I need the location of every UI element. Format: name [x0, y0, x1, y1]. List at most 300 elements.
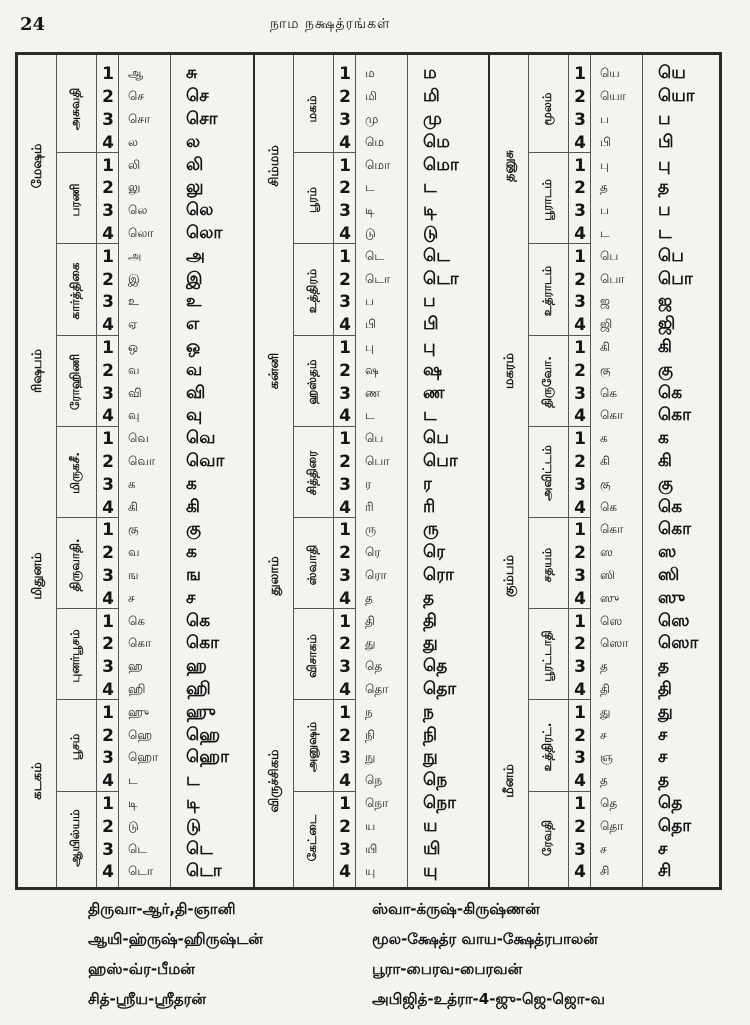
table-section [18, 55, 253, 887]
pada-number: 3 [102, 474, 114, 495]
footer-right-line: மூல-க்ஷேத்ர வாய-க்ஷேத்ரபாலன் [372, 930, 598, 948]
footer-right-line: பூரா-பைரவ-பைரவன் [372, 960, 523, 978]
name-letter: ச [658, 747, 668, 768]
name-letter: வ [186, 359, 203, 380]
pada-number: 3 [339, 839, 351, 860]
name-letter: பொ [658, 268, 693, 289]
pada-number: 3 [339, 566, 351, 586]
pada-number: 3 [574, 292, 586, 313]
name-letter: மெ [423, 131, 450, 152]
pada-number: 1 [339, 338, 351, 358]
pada-number: 2 [102, 360, 114, 381]
pada-number: 2 [574, 178, 586, 199]
name-letter: மொ [423, 154, 459, 175]
pada-syllable: லு [128, 180, 141, 195]
pada-syllable: வ [128, 362, 140, 377]
pada-number: 2 [574, 452, 586, 472]
star-label: புனர்பூசம் [68, 629, 82, 683]
pada-number: 3 [102, 292, 114, 313]
pada-syllable: ட [600, 226, 610, 240]
pada-number: 2 [102, 178, 114, 199]
pada-syllable: யொ [600, 89, 626, 104]
pada-syllable: டு [128, 818, 139, 833]
name-letter: த [658, 177, 670, 198]
pada-syllable: பெ [365, 431, 384, 446]
pada-number: 2 [102, 452, 114, 472]
pada-syllable: து [600, 704, 611, 719]
table-section [488, 55, 725, 887]
pada-number: 3 [339, 110, 351, 130]
pada-number: 2 [102, 634, 114, 655]
rasi-label: ரிஷபம் [30, 348, 45, 393]
star-label: பூசம் [68, 733, 82, 761]
name-letter: ஜ [658, 291, 673, 312]
star-label: பூராடம் [540, 178, 554, 221]
footer-left-line: ஆயி-ஹ்ருஷ்-ஹிருஷ்டன் [88, 930, 263, 948]
name-letter: உ [186, 291, 202, 312]
name-letter: ஹு [186, 701, 216, 722]
star-label: உத்திரட். [540, 722, 554, 772]
pada-syllable: ஹொ [128, 750, 159, 765]
name-letter: வி [186, 382, 206, 403]
pada-syllable: த [600, 773, 608, 788]
pada-number: 3 [102, 201, 114, 222]
pada-syllable: ச [600, 841, 607, 856]
name-letter: த [423, 587, 435, 608]
pada-number: 4 [574, 771, 586, 792]
pada-syllable: பி [365, 317, 376, 332]
name-letter: மி [423, 86, 440, 107]
star-label: மிருகசீ. [68, 452, 82, 495]
column-divider [407, 55, 408, 887]
name-letter: ம [423, 63, 437, 84]
pada-number: 4 [102, 588, 114, 609]
star-label: அசுவதி [68, 87, 82, 130]
pada-syllable: வி [128, 385, 142, 400]
page-number: 24 [20, 14, 46, 35]
name-letter: ட [423, 405, 437, 426]
pada-syllable: தொ [365, 682, 389, 696]
name-letter: லி [186, 154, 204, 175]
name-letter: நொ [423, 793, 457, 813]
name-letter: ச [658, 724, 668, 745]
name-letter: கி [658, 337, 672, 357]
name-letter: கி [186, 496, 200, 517]
star-label: மகம் [305, 95, 319, 123]
name-letter: டு [186, 815, 202, 836]
pada-number: 1 [574, 702, 586, 723]
pada-syllable: ஸெ [600, 613, 623, 628]
pada-syllable: கொ [600, 408, 624, 423]
name-letter: டி [186, 793, 200, 813]
pada-syllable: லி [128, 157, 141, 172]
pada-number: 3 [102, 566, 114, 586]
name-letter: யெ [658, 63, 686, 84]
pada-syllable: டொ [365, 271, 391, 286]
pada-syllable: பு [600, 157, 609, 172]
name-letter: வொ [186, 451, 225, 471]
pada-number: 2 [339, 452, 351, 472]
name-letter: தி [658, 679, 672, 699]
name-letter: பெ [658, 245, 684, 266]
pada-number: 3 [102, 748, 114, 769]
pada-syllable: ந [365, 704, 373, 719]
pada-syllable: உ [128, 294, 139, 309]
pada-syllable: கு [600, 362, 611, 377]
star-label: பூரம் [305, 186, 319, 213]
name-letter: ஜி [658, 314, 676, 335]
pada-syllable: ப [600, 203, 609, 218]
name-letter: டி [423, 200, 437, 221]
pada-number: 3 [574, 748, 586, 769]
pada-syllable: ஹ [128, 659, 143, 674]
star-label: கார்த்திகை [68, 262, 82, 320]
pada-number: 3 [574, 201, 586, 222]
pada-number: 4 [339, 315, 351, 336]
name-letter: பொ [423, 451, 458, 471]
pada-syllable: செ [128, 89, 144, 104]
name-letter: ரு [423, 519, 439, 540]
star-label: ஹஸ்தம் [305, 359, 319, 405]
name-letter: பு [423, 337, 436, 357]
pada-syllable: வு [128, 408, 140, 423]
name-letter: ஹெ [186, 724, 221, 745]
name-letter: ரெ [423, 542, 446, 563]
pada-syllable: வொ [128, 454, 156, 468]
pada-number: 3 [339, 383, 351, 404]
pada-number: 4 [574, 497, 586, 518]
name-letter: து [658, 701, 673, 722]
name-letter: ச [658, 838, 668, 859]
pada-syllable: த [600, 180, 608, 195]
pada-number: 3 [574, 566, 586, 586]
pada-syllable: ர [365, 476, 372, 491]
star-label: உத்திரம் [305, 268, 319, 314]
footer-left-line: சித்-ஸ்ரீய-ஸ்ரீதரன் [88, 990, 206, 1008]
pada-number: 4 [102, 406, 114, 427]
pada-number: 2 [574, 725, 586, 746]
pada-syllable: கு [128, 522, 139, 537]
column-divider [56, 55, 57, 887]
pada-syllable: யி [365, 841, 378, 856]
pada-number: 1 [339, 702, 351, 723]
name-letter: டெ [423, 245, 450, 266]
name-letter: தொ [423, 679, 457, 699]
rasi-label: மிதுனம் [30, 552, 45, 600]
pada-number: 2 [102, 816, 114, 837]
pada-number: 3 [339, 474, 351, 495]
pada-number: 4 [102, 497, 114, 518]
name-letter: அ [186, 245, 205, 266]
name-letter: த [658, 656, 670, 677]
pada-number: 3 [102, 383, 114, 404]
pada-syllable: லெ [128, 203, 148, 218]
pada-number: 2 [574, 634, 586, 655]
rasi-label: மேஷம் [30, 143, 45, 188]
pada-syllable: கி [128, 499, 138, 514]
name-letter: ய [423, 815, 438, 836]
pada-number: 3 [574, 839, 586, 860]
name-letter: எ [186, 314, 200, 335]
nakshatra-table [15, 52, 722, 890]
pada-syllable: பு [365, 340, 374, 354]
name-letter: கு [658, 473, 674, 494]
pada-syllable: ஹு [128, 704, 149, 719]
pada-number: 4 [339, 132, 351, 153]
pada-syllable: க [600, 431, 608, 446]
pada-syllable: ஜ [600, 294, 611, 309]
name-letter: நெ [423, 770, 448, 791]
pada-syllable: தெ [600, 796, 618, 810]
rasi-label: மகரம் [502, 352, 517, 389]
rasi-label: விருச்சிகம் [267, 749, 282, 813]
name-letter: பெ [423, 428, 449, 449]
pada-number: 1 [339, 794, 351, 814]
pada-syllable: து [365, 636, 376, 651]
pada-syllable: ட [128, 773, 138, 788]
pada-number: 3 [574, 383, 586, 404]
pada-syllable: கு [600, 476, 611, 491]
pada-number: 1 [574, 64, 586, 85]
pada-number: 4 [574, 588, 586, 609]
name-letter: நு [423, 747, 438, 768]
pada-number: 3 [574, 110, 586, 130]
pada-number: 1 [574, 520, 586, 541]
rasi-label: தனுசு [502, 149, 517, 182]
star-label: உத்ராடம் [540, 265, 554, 317]
pada-syllable: ம [365, 66, 375, 81]
pada-syllable: கி [600, 454, 610, 468]
name-letter: க [658, 428, 669, 449]
pada-number: 1 [339, 429, 351, 450]
pada-syllable: டெ [128, 841, 147, 856]
pada-number: 3 [339, 748, 351, 769]
pada-syllable: யெ [600, 66, 620, 81]
name-letter: ந [423, 701, 434, 722]
pada-syllable: யு [365, 864, 376, 879]
pada-syllable: ஏ [128, 317, 138, 332]
name-letter: டெ [186, 838, 213, 859]
pada-syllable: ஸ [600, 545, 613, 560]
pada-syllable: இ [128, 271, 140, 286]
star-label: சதயம் [540, 547, 554, 582]
rasi-label: சிம்மம் [267, 144, 282, 187]
column-divider [528, 55, 529, 887]
pada-number: 1 [102, 155, 114, 176]
pada-number: 4 [339, 680, 351, 700]
pada-number: 2 [102, 543, 114, 564]
name-letter: ப [658, 200, 671, 221]
pada-syllable: ய [365, 818, 376, 833]
pada-syllable: க [128, 476, 136, 491]
pada-syllable: ல [128, 134, 138, 149]
name-letter: க [186, 473, 197, 494]
pada-number: 2 [102, 725, 114, 746]
name-letter: இ [186, 268, 203, 289]
pada-syllable: ச [600, 727, 607, 742]
name-letter: ண [423, 382, 445, 403]
name-letter: சொ [186, 109, 218, 129]
pada-syllable: தி [600, 682, 610, 696]
pada-number: 1 [339, 520, 351, 541]
pada-syllable: நு [365, 750, 376, 765]
pada-number: 4 [339, 862, 351, 883]
star-label: ரோஹிணி [68, 354, 82, 411]
name-letter: பி [423, 314, 439, 335]
footer-left-line: திருவா-ஆர்,தி-ஞானி [88, 900, 236, 918]
pada-syllable: பொ [365, 454, 390, 468]
name-letter: ப [423, 291, 436, 312]
column-divider [642, 55, 643, 887]
name-letter: கு [658, 359, 674, 380]
column-divider [96, 55, 97, 887]
name-letter: யொ [658, 86, 695, 107]
name-letter: லு [186, 177, 204, 198]
star-label: திருவோ. [540, 356, 554, 409]
pada-number: 1 [339, 246, 351, 267]
name-letter: கு [186, 519, 202, 540]
pada-number: 3 [339, 292, 351, 313]
star-label: பூரட்டாதி [540, 630, 554, 682]
pada-number: 1 [102, 246, 114, 267]
name-letter: பு [658, 154, 671, 175]
name-letter: வு [186, 405, 203, 426]
pada-number: 4 [339, 771, 351, 792]
column-divider [333, 55, 334, 887]
name-letter: தொ [658, 815, 692, 836]
name-letter: ஹி [186, 679, 211, 699]
pada-number: 2 [339, 543, 351, 564]
pada-number: 2 [574, 543, 586, 564]
pada-number: 4 [102, 224, 114, 244]
name-letter: தி [423, 610, 437, 631]
name-letter: கொ [658, 405, 691, 426]
name-letter: ட [423, 177, 437, 198]
pada-number: 1 [102, 64, 114, 85]
pada-number: 2 [102, 269, 114, 290]
pada-syllable: டி [128, 796, 138, 810]
pada-number: 3 [574, 657, 586, 678]
pada-syllable: ஸி [600, 568, 616, 582]
pada-number: 4 [339, 406, 351, 427]
star-label: ரேவதி [540, 820, 554, 857]
pada-number: 2 [339, 178, 351, 199]
pada-number: 3 [102, 839, 114, 860]
pada-number: 4 [339, 497, 351, 518]
name-letter: நி [423, 724, 438, 745]
pada-syllable: ஜி [600, 317, 613, 332]
pada-syllable: மெ [365, 134, 384, 149]
pada-number: 4 [102, 315, 114, 336]
pada-syllable: ரெ [365, 545, 381, 560]
pada-syllable: ப [365, 294, 374, 309]
pada-syllable: டு [365, 226, 376, 240]
name-letter: ஹொ [186, 747, 229, 768]
pada-syllable: ஸு [600, 590, 620, 605]
pada-number: 4 [102, 680, 114, 700]
name-letter: சு [186, 63, 198, 84]
pada-syllable: அ [128, 248, 142, 263]
pada-number: 2 [339, 725, 351, 746]
name-letter: டு [423, 223, 439, 243]
pada-number: 2 [339, 269, 351, 290]
name-letter: தெ [658, 793, 683, 813]
pada-syllable: கெ [600, 499, 618, 514]
star-label: பரணி [68, 183, 82, 217]
name-letter: கெ [658, 382, 683, 403]
star-label: மூலம் [540, 92, 554, 126]
name-letter: ஸி [658, 565, 680, 585]
name-letter: கொ [186, 633, 219, 654]
name-letter: ரொ [423, 565, 454, 585]
pada-number: 2 [574, 269, 586, 290]
name-letter: சி [658, 861, 672, 882]
rasi-label: மீனம் [502, 764, 517, 798]
pada-syllable: ஸொ [600, 636, 629, 651]
pada-number: 1 [574, 338, 586, 358]
pada-syllable: பொ [600, 271, 625, 286]
pada-number: 4 [102, 862, 114, 883]
pada-syllable: ண [365, 385, 381, 400]
name-letter: ங [186, 565, 201, 585]
name-letter: யு [423, 861, 438, 882]
rasi-label: துலாம் [267, 556, 282, 596]
star-label: விசாகம் [305, 633, 319, 678]
pada-number: 1 [574, 611, 586, 632]
pada-number: 1 [339, 64, 351, 85]
column-divider [170, 55, 171, 887]
pada-syllable: கொ [128, 636, 152, 651]
pada-syllable: ட [365, 408, 375, 423]
pada-number: 3 [339, 201, 351, 222]
pada-syllable: ரொ [365, 568, 387, 582]
pada-number: 1 [102, 794, 114, 814]
name-letter: து [423, 633, 438, 654]
column-divider [355, 55, 356, 887]
name-letter: லெ [186, 200, 214, 221]
pada-syllable: ஞ [600, 750, 613, 765]
name-letter: த [658, 770, 670, 791]
pada-syllable: தொ [600, 818, 624, 833]
pada-syllable: டி [365, 203, 375, 218]
column-divider [568, 55, 569, 887]
pada-syllable: ப [600, 112, 609, 126]
pada-number: 1 [102, 702, 114, 723]
name-letter: டொ [186, 861, 222, 882]
rasi-label: கடகம் [30, 762, 45, 800]
star-label: அவிட்டம் [540, 445, 554, 502]
name-letter: ஸு [658, 587, 686, 608]
column-divider [118, 55, 119, 887]
pada-number: 1 [339, 155, 351, 176]
table-section [253, 55, 490, 887]
rasi-label: கும்பம் [502, 554, 517, 598]
pada-number: 2 [339, 816, 351, 837]
name-letter: ரி [423, 496, 436, 517]
pada-syllable: மி [365, 89, 377, 104]
pada-syllable: ங [128, 568, 139, 582]
pada-syllable: த [365, 590, 373, 605]
pada-number: 2 [574, 87, 586, 108]
name-letter: ச [186, 587, 196, 608]
rasi-label: கன்னி [267, 352, 282, 390]
name-letter: ட [658, 223, 672, 243]
page-title: நாம நக்ஷத்ரங்கள் [270, 16, 391, 32]
column-divider [590, 55, 591, 887]
pada-number: 1 [102, 429, 114, 450]
pada-number: 1 [102, 338, 114, 358]
pada-number: 2 [102, 87, 114, 108]
